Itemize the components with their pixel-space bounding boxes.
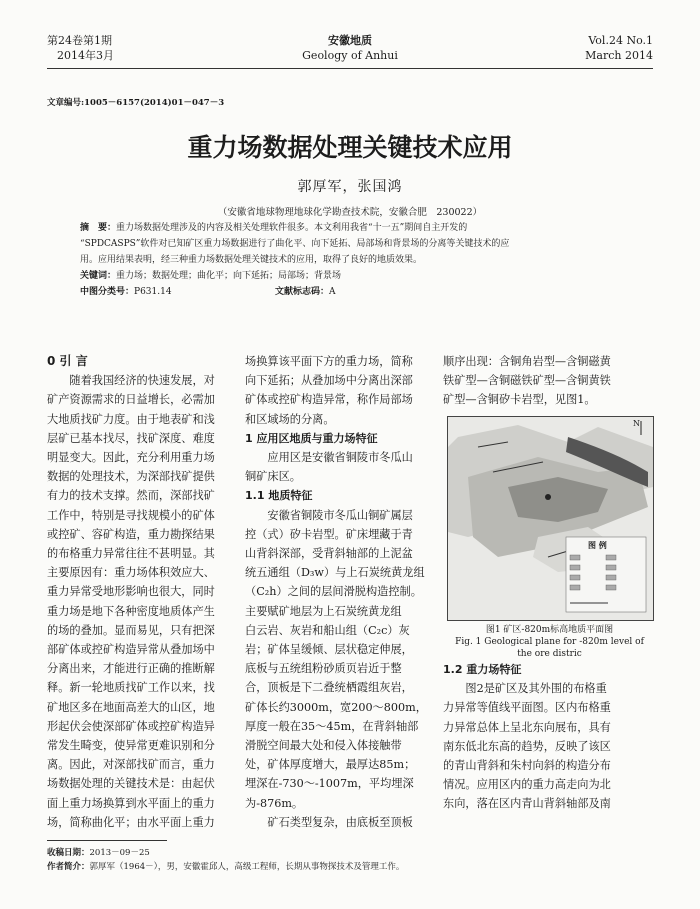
geological-map xyxy=(448,417,653,620)
ore-sequence-line: 矿型—含铜矽卡岩型，见图1。 xyxy=(443,393,596,407)
abstract xyxy=(80,220,640,300)
header-rule xyxy=(47,68,653,69)
intro-paragraph-line: 离。因此，对深部找矿而言，重力 xyxy=(47,758,215,772)
abstract-line-3: 用。应用结果表明，经三种重力场数据处理关键技术的应用，取得了良好的地质效果。 xyxy=(80,255,423,265)
intro-paragraph-line: 矿产资源需求的日益增长，必需加 xyxy=(47,393,215,407)
gravity-paragraph-line: 南东低北东高的趋势，反映了该区 xyxy=(443,739,611,753)
date-en: March 2014 xyxy=(585,49,653,62)
geology-paragraph-line: 底板与五统组粉砂质页岩近于整 xyxy=(245,662,402,676)
geology-paragraph-line: 滑脱空间最大处和侵入体接触带 xyxy=(245,739,402,753)
application-area-line: 应用区是安徽省铜陵市冬瓜山 xyxy=(267,451,413,465)
geology-paragraph-line: 为-876m。 xyxy=(245,796,304,810)
intro-paragraph-line: 的场的叠加。显而易见，只有把深 xyxy=(47,623,215,637)
received-date: 2013－09－25 xyxy=(89,848,150,858)
received-label: 收稿日期： xyxy=(47,848,90,858)
intro-paragraph-line: 重力异常受地形影响也很大，同时 xyxy=(47,585,215,599)
intro-paragraph-line: 工作中，特别是寻找规模小的矿体 xyxy=(47,508,215,522)
ore-sequence-line: 铁矿型—含铜磁铁矿型—含铜黄铁 xyxy=(443,374,611,388)
intro-paragraph-line: 主要原因有：重力场体积效应大、 xyxy=(47,566,215,580)
geology-paragraph-line: 安徽省铜陵市冬瓜山铜矿属层 xyxy=(267,508,413,522)
volume-issue-cn: 第24卷第1期 xyxy=(47,34,112,47)
section-heading-1: 1 应用区地质与重力场特征 xyxy=(245,431,378,445)
article-number: 文章编号:1005－6157(2014)01－047－3 xyxy=(47,98,225,108)
intro-paragraph-line: 有力的技术支撑。然而，深部找矿 xyxy=(47,489,215,503)
intro-paragraph-line: 场数据处理的关键技术是：由起伏 xyxy=(47,777,215,791)
intro-paragraph-line: 常发生畸变，使异常更难识别和分 xyxy=(47,739,215,753)
column-2 xyxy=(245,352,435,832)
geology-paragraph-line: 控（式）矽卡岩型。矿床埋藏于青 xyxy=(245,527,413,541)
geology-paragraph-line: （C₂h）之间的层间滑脱构造控制。 xyxy=(245,585,422,599)
paragraph-ore-types: 矿石类型复杂，由底板至顶板 xyxy=(267,815,413,829)
geology-paragraph-line: 合，顶板是下二叠统栖霞组灰岩， xyxy=(245,681,413,695)
abstract-line-2: “SPDCASPS”软件对已知矿区重力场数据进行了曲化平、向下延拓、局部场和背景场的分离等关键技术的应 xyxy=(80,239,510,249)
intro-paragraph-line: 随着我国经济的快速发展，对 xyxy=(69,374,215,388)
article-title: 重力场数据处理关键技术应用 xyxy=(187,133,513,162)
geology-paragraph-line: 统五通组（D₃w）与上石炭统黄龙组 xyxy=(245,566,425,580)
intro-continued-line: 和区域场的分离。 xyxy=(245,412,335,426)
ore-sequence-line: 顺序出现：含铜角岩型—含铜磁黄 xyxy=(443,355,611,368)
geology-paragraph-line: 主要赋矿地层为上石炭统黄龙组 xyxy=(245,604,402,618)
intro-paragraph-line: 的布格重力异常往往不甚明显。其 xyxy=(47,547,215,561)
geology-paragraph-line: 山背斜深部，受背斜轴部的上泥盆 xyxy=(245,547,413,561)
volume-issue-en: Vol.24 No.1 xyxy=(588,34,653,47)
intro-paragraph-line: 或控矿、容矿构造，重力勘探结果 xyxy=(47,527,215,541)
footer-rule xyxy=(47,840,167,841)
author-bio: 郭厚军（1964－），男，安徽霍邱人，高级工程师，长期从事物探技术及管理工作。 xyxy=(89,862,405,872)
keywords: 重力场；数据处理；曲化平；向下延拓；局部场；背景场 xyxy=(116,271,342,281)
geology-paragraph-line: 处，矿体厚度增大，最厚达85m； xyxy=(245,758,416,772)
intro-paragraph-line: 场，简称曲化平；由水平面上重力 xyxy=(47,815,215,829)
intro-paragraph-line: 层矿已基本找尽，找矿深度、难度 xyxy=(47,431,215,445)
geology-paragraph-line: 厚度一般在35～45m，在背斜轴部 xyxy=(245,719,419,733)
column-1 xyxy=(47,352,237,832)
footer-notes xyxy=(47,846,404,874)
geology-paragraph-line: 埋深在-730～-1007m，平均埋深 xyxy=(245,777,414,791)
geology-paragraph-line: 白云岩、灰岩和船山组（C₂c）灰 xyxy=(245,623,410,637)
intro-continued-line: 矿体或控矿构造异常，称作局部场 xyxy=(245,393,413,407)
gravity-paragraph-line: 情况。应用区内的重力高走向为北 xyxy=(443,778,611,792)
abstract-line-1: 重力场数据处理涉及的内容及相关处理软件很多。本文利用我省“十一五”期间自主开发的 xyxy=(116,223,468,233)
keywords-label: 关键词： xyxy=(80,271,117,281)
figure-1-caption xyxy=(443,624,656,660)
journal-name-cn: 安徽地质 xyxy=(328,34,372,47)
intro-continued-line: 场换算该平面下方的重力场，简称 xyxy=(245,355,413,368)
author-bio-label: 作者简介： xyxy=(47,862,90,872)
intro-paragraph-line: 分离出来，才能进行正确的推断解 xyxy=(47,662,215,676)
authors: 郭厚军，张国鸿 xyxy=(297,179,403,195)
intro-paragraph-line: 大地质找矿力度。由于地表矿和浅 xyxy=(47,412,215,426)
north-arrow-label: N xyxy=(633,419,640,428)
geology-paragraph-line: 岩；矿体呈缓倾、层状稳定伸展， xyxy=(245,643,413,657)
intro-continued-line: 向下延拓；从叠加场中分离出深部 xyxy=(245,374,413,388)
figure-1-caption-en-1: Fig. 1 Geological plane for -820m level of xyxy=(455,637,644,647)
doc-code-label: 文献标志码： xyxy=(275,287,330,297)
intro-paragraph-line: 明显变大。因此，充分利用重力场 xyxy=(47,451,215,465)
gravity-paragraph-line: 东向，落在区内青山背斜轴部及南 xyxy=(443,797,611,811)
geology-paragraph-line: 矿体长约3000m，宽200～800m， xyxy=(245,700,427,714)
doc-code: A xyxy=(329,287,336,297)
intro-paragraph-line: 释。新一轮地质找矿工作以来，找 xyxy=(47,681,215,695)
intro-paragraph-line: 重力场是地下各种密度地质体产生 xyxy=(47,604,215,618)
intro-paragraph-line: 矿地区多在地面高差大的山区，地 xyxy=(47,700,215,714)
affiliation: （安徽省地球物理地球化学勘查技术院，安徽合肥 230022） xyxy=(217,207,483,218)
intro-paragraph-line: 形起伏会使深部矿体或控矿构造异 xyxy=(47,719,215,733)
application-area-line: 铜矿床区。 xyxy=(245,470,301,484)
section-heading-intro: 0 引 言 xyxy=(47,354,88,368)
clc-label: 中图分类号： xyxy=(80,287,135,297)
journal-name-en: Geology of Anhui xyxy=(302,49,398,62)
figure-1-caption-cn: 图1 矿区-820m标高地质平面图 xyxy=(485,625,614,635)
gravity-paragraph-line: 力异常总体上呈北东向展布，具有 xyxy=(443,720,611,734)
section-heading-1-2: 1.2 重力场特征 xyxy=(443,663,522,676)
column-3 xyxy=(443,352,653,410)
section-heading-1-1: 1.1 地质特征 xyxy=(245,489,313,503)
date-cn: 2014年3月 xyxy=(57,49,114,62)
figure-1-caption-en-2: the ore distric xyxy=(517,649,582,659)
figure-1-map xyxy=(447,416,654,621)
gravity-paragraph-line: 力异常等值线平面图。区内布格重 xyxy=(443,701,611,715)
gravity-paragraph-line: 图2是矿区及其外围的布格重 xyxy=(465,682,607,696)
intro-paragraph-line: 面上重力场换算到水平面上的重力 xyxy=(47,796,215,810)
clc-number: P631.14 xyxy=(134,287,172,297)
intro-paragraph-line: 部矿体或控矿构造异常从叠加场中 xyxy=(47,643,215,657)
intro-paragraph-line: 数据的处理技术，为深部找矿提供 xyxy=(47,470,215,484)
gravity-paragraph-line: 的青山背斜和朱村向斜的构造分布 xyxy=(443,759,611,773)
legend-title: 图 例 xyxy=(588,540,607,550)
column-3-lower xyxy=(443,660,653,814)
abstract-label: 摘 要： xyxy=(80,223,117,233)
